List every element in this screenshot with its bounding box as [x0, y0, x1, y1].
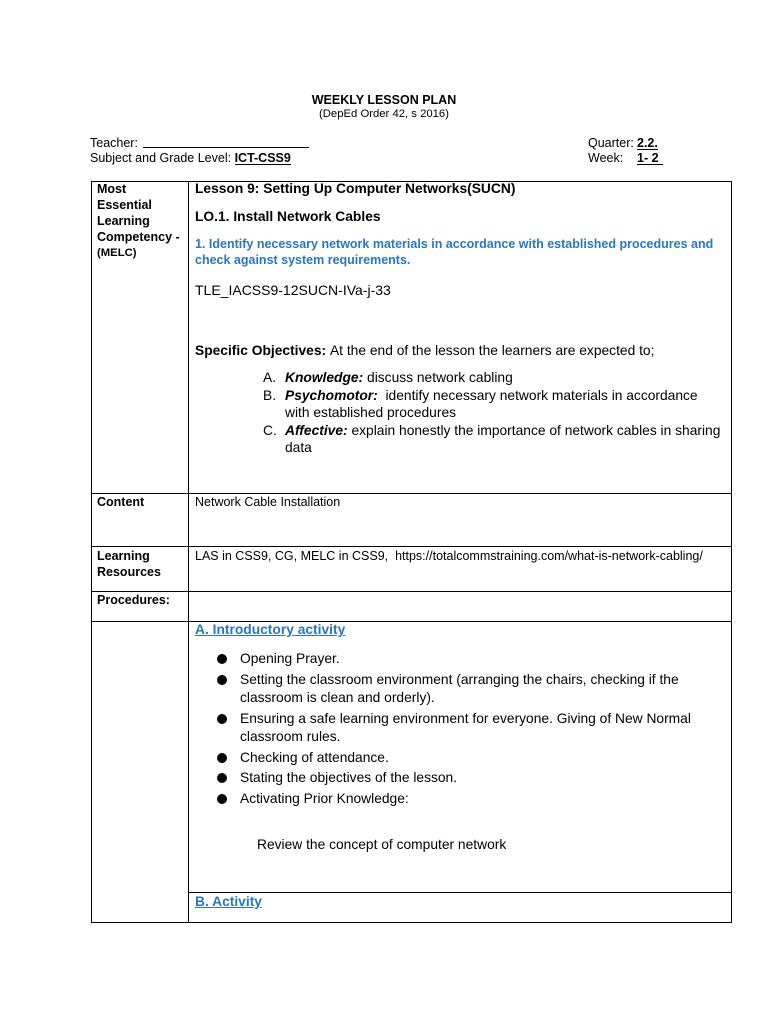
procedures-label-cell	[91, 591, 189, 622]
objective-item	[263, 387, 720, 422]
objectives-list	[263, 369, 720, 457]
melc-abbreviation: (MELC)	[97, 247, 137, 259]
content-value: Network Cable Installation	[195, 495, 341, 509]
document-title: WEEKLY LESSON PLAN	[311, 93, 457, 107]
learning-outcome: LO.1. Install Network Cables	[195, 209, 381, 224]
competency-code: TLE_IACSS9-12SUCN-IVa-j-33	[195, 282, 391, 298]
bullet-icon	[217, 773, 227, 783]
competency-line: 1. Identify necessary network materials in accordance with established procedures and	[195, 237, 714, 251]
objective-domain: Psychomotor:	[285, 387, 378, 403]
lesson-title: Lesson 9: Setting Up Computer Networks(SUCN)	[195, 181, 516, 196]
melc-label-line: Most	[97, 182, 127, 196]
objective-letter: B.	[263, 387, 277, 403]
content-label-cell	[91, 493, 189, 547]
melc-label-cell	[91, 181, 189, 494]
list-item	[217, 749, 691, 768]
week-label	[588, 151, 623, 166]
list-item	[217, 769, 691, 788]
objectives-label: Specific Objectives:	[195, 343, 327, 358]
teacher-blank-line	[143, 147, 309, 148]
content-value-cell	[188, 493, 732, 547]
teacher-label: Teacher:	[90, 136, 138, 150]
teacher-row	[90, 136, 309, 151]
objective-item	[263, 369, 720, 387]
prior-knowledge-note: Review the concept of computer network	[257, 837, 507, 852]
procedures-label: Procedures:	[97, 593, 170, 607]
melc-label-line: Essential	[97, 198, 152, 212]
bullet-icon	[217, 675, 227, 685]
objective-letter: C.	[263, 422, 277, 438]
list-item	[217, 671, 691, 708]
bullet-icon	[217, 753, 227, 763]
resources-label-line: Learning	[97, 549, 150, 563]
list-item-line: Opening Prayer.	[240, 651, 340, 666]
list-item-line: Activating Prior Knowledge:	[240, 790, 409, 806]
list-item-line: Setting the classroom environment (arranging the chairs, checking if the	[240, 671, 679, 687]
objective-domain: Knowledge:	[285, 370, 364, 385]
objective-text: explain honestly the importance of network cables in sharing	[351, 422, 721, 438]
list-item	[217, 790, 691, 809]
resources-value-cell	[188, 546, 732, 592]
quarter-value-text: 2.2.	[637, 136, 658, 150]
list-item-line: classroom rules.	[240, 729, 341, 744]
objective-domain: Affective:	[285, 422, 348, 438]
resources-value: LAS in CSS9, CG, MELC in CSS9, https://totalcommstraining.com/what-is-network-cabling/	[195, 549, 703, 563]
subject-row	[90, 151, 291, 166]
quarter-value	[637, 136, 658, 151]
melc-label-line: Learning	[97, 214, 150, 228]
melc-label-line: Competency -	[97, 230, 180, 244]
subject-label: Subject and Grade Level:	[90, 151, 232, 165]
objective-text: identify necessary network materials in accordance	[385, 387, 698, 403]
list-item	[217, 650, 691, 669]
document-subtitle: (DepEd Order 42, s 2016)	[319, 108, 449, 120]
content-label: Content	[97, 495, 145, 509]
introductory-activity-cell	[188, 621, 732, 893]
resources-label	[97, 548, 161, 580]
resources-label-line: Resources	[97, 565, 161, 579]
objective-line: data	[285, 440, 312, 455]
quarter-label	[588, 136, 634, 151]
procedures-value-cell	[188, 591, 732, 622]
list-item	[217, 710, 691, 747]
activity-heading: B. Activity	[195, 894, 262, 909]
list-item-line: Checking of attendance.	[240, 749, 389, 765]
objective-text: discuss network cabling	[367, 370, 513, 385]
objectives-intro: At the end of the lesson the learners are expected to;	[329, 343, 655, 358]
subject-value: ICT-CSS9	[234, 151, 291, 165]
activity-cell	[188, 892, 732, 923]
resources-label-cell	[91, 546, 189, 592]
list-item-line: Stating the objectives of the lesson.	[240, 770, 458, 785]
list-item-line: classroom is clean and orderly).	[240, 690, 435, 705]
objective-item	[263, 422, 720, 457]
objective-line	[285, 422, 720, 440]
introductory-activity-heading: A. Introductory activity	[195, 622, 346, 637]
objective-line	[285, 369, 720, 387]
bullet-icon	[217, 654, 227, 664]
activities-label-cell	[91, 621, 189, 923]
bullet-icon	[217, 794, 227, 804]
quarter-label-text: Quarter:	[588, 136, 634, 150]
melc-content-cell	[188, 181, 732, 494]
week-value-text: 1- 2	[637, 153, 663, 165]
bullet-icon	[217, 714, 227, 724]
specific-objectives	[195, 342, 654, 359]
melc-label	[97, 181, 180, 261]
objective-line	[285, 387, 720, 405]
competency-statement	[195, 236, 713, 268]
competency-line: check against system requirements.	[195, 253, 411, 267]
week-label-text: Week:	[588, 151, 624, 165]
objective-line: with established procedures	[285, 405, 457, 420]
list-item-line: Ensuring a safe learning environment for everyone. Giving of New Normal	[240, 710, 691, 726]
introductory-bullet-list	[217, 650, 691, 810]
week-value	[637, 151, 663, 166]
objective-letter: A.	[263, 370, 277, 385]
